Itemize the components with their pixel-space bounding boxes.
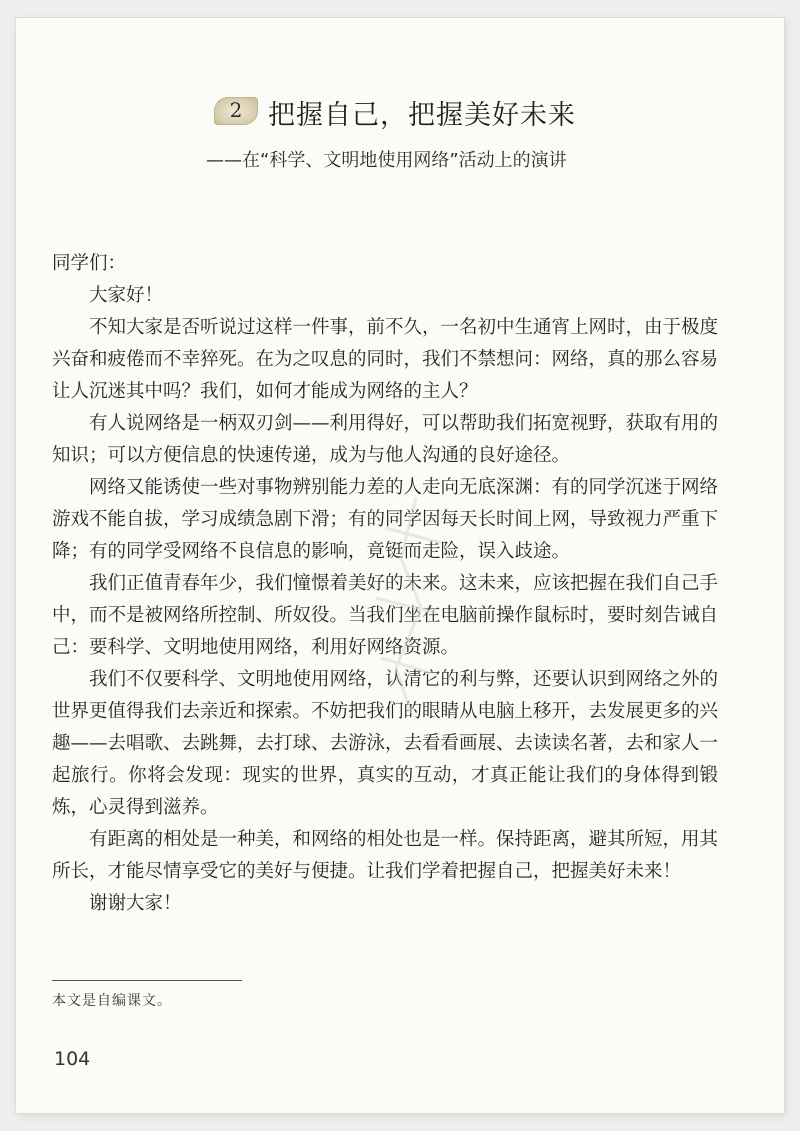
lesson-number: 2	[229, 98, 243, 122]
salutation: 同学们：	[52, 253, 127, 274]
closing: 谢谢大家！	[89, 893, 182, 914]
greeting: 大家好！	[89, 285, 164, 306]
footnote: 本文是自编课文。	[52, 993, 172, 1009]
lesson-subtitle: ——在“科学、文明地使用网络”活动上的演讲	[206, 150, 567, 171]
speech-body	[52, 248, 718, 920]
paragraph-1: 不知大家是否听说过这样一件事，前不久，一名初中生通宵上网时，由于极度兴奋和疲倦而不幸猝死。在为之叹息的同时，我们不禁想问：网络，真的那么容易让人沉迷其中吗？我们，如何才能成为网络的主人？	[52, 317, 719, 402]
paragraph-4: 我们正值青春年少，我们憧憬着美好的未来。这未来，应该把握在我们自己手中，而不是被网络所控制、所奴役。当我们坐在电脑前操作鼠标时，要时刻告诫自己：要科学、文明地使用网络，利用好网络资源。	[52, 573, 719, 658]
lesson-title: 把握自己，把握美好未来	[268, 100, 576, 131]
paragraph-2: 有人说网络是一柄双刃剑——利用得好，可以帮助我们拓宽视野，获取有用的知识；可以方便信息的快速传递，成为与他人沟通的良好途径。	[52, 413, 719, 466]
lesson-number-badge	[214, 97, 258, 125]
paragraph-3: 网络又能诱使一些对事物辨别能力差的人走向无底深渊：有的同学沉迷于网络游戏不能自拔，学习成绩急剧下滑；有的同学因每天长时间上网，导致视力严重下降；有的同学受网络不良信息的影响，竟铤而走险，误入歧途。	[52, 477, 719, 562]
paragraph-6: 有距离的相处是一种美，和网络的相处也是一样。保持距离，避其所短，用其所长，才能尽情享受它的美好与便捷。让我们学着把握自己，把握美好未来！	[52, 829, 719, 882]
footnote-divider	[52, 980, 242, 981]
paragraph-5: 我们不仅要科学、文明地使用网络，认清它的利与弊，还要认识到网络之外的世界更值得我们去亲近和探索。不妨把我们的眼睛从电脑上移开，去发展更多的兴趣——去唱歌、去跳舞，去打球、去游泳，去看看画展、去读读名著，去和家人一起旅行。你将会发现：现实的世界，真实的互动，才真正能让我们的身体得到锻炼，心灵得到滋养。	[52, 669, 719, 818]
lesson-header	[16, 93, 784, 133]
textbook-page	[16, 18, 784, 1113]
page-number: 104	[54, 1048, 91, 1070]
